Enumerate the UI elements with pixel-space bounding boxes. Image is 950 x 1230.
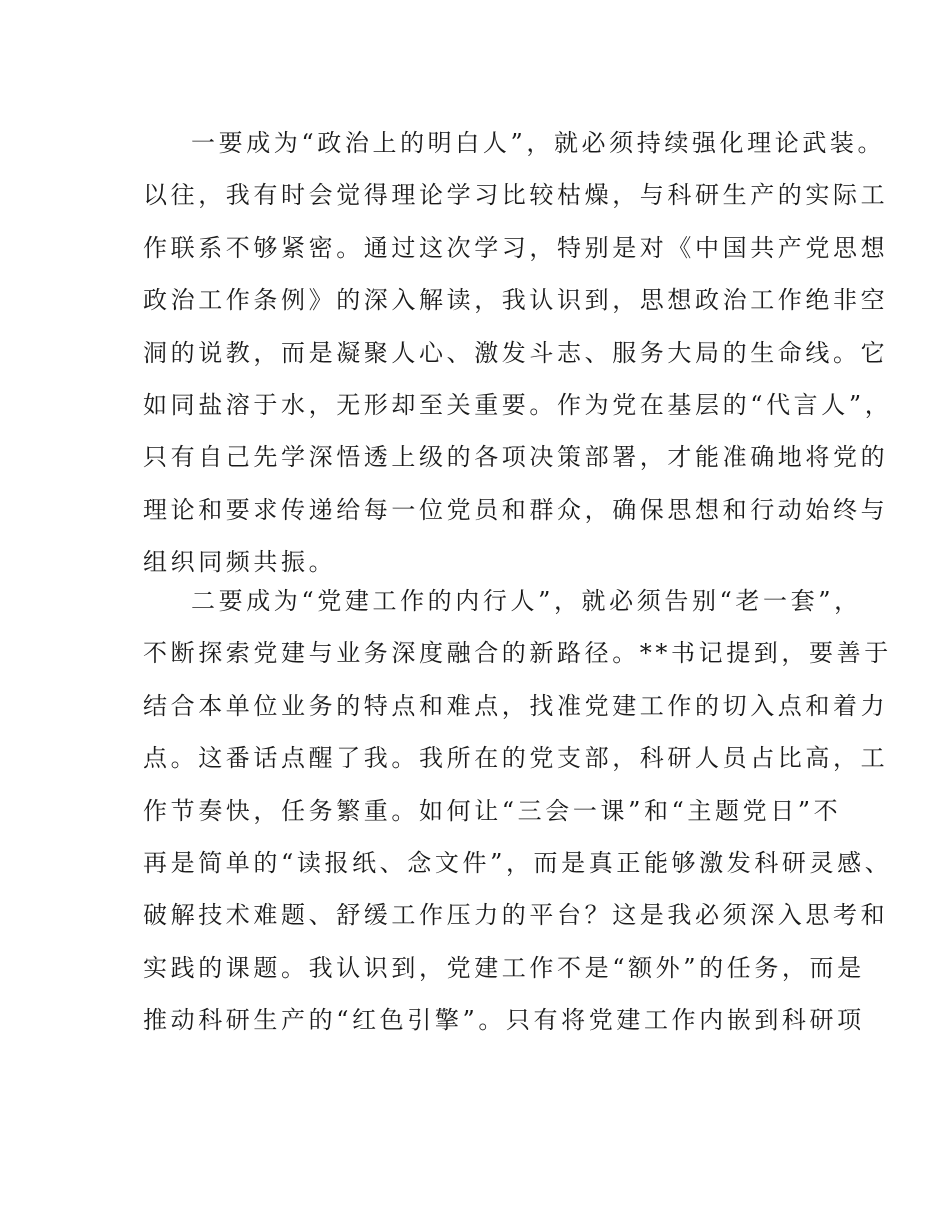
paragraph-line: 政治工作条例》的深入解读，我认识到，思想政治工作绝非空 [143,286,889,315]
paragraph-line: 如同盐溶于水，无形却至关重要。作为党在基层的“代言人”， [143,390,893,419]
paragraph-line: 二要成为“党建工作的内行人”，就必须告别“老一套”， [191,587,862,615]
paragraph-line: 组织同频共振。 [143,548,337,577]
paragraph-line: 点。这番话点醒了我。我所在的党支部，科研人员占比高，工 [143,744,889,773]
paragraph-line: 再是简单的“读报纸、念文件”，而是真正能够激发科研灵感、 [143,848,893,877]
paragraph-line: 实践的课题。我认识到，党建工作不是“额外”的任务，而是 [143,953,865,982]
paragraph-line: 破解技术难题、舒缓工作压力的平台？这是我必须深入思考和 [143,901,889,930]
paragraph-line: 作联系不够紧密。通过这次学习，特别是对《中国共产党思想 [143,233,889,262]
paragraph-line: 作节奏快，任务繁重。如何让“三会一课”和“主题党日”不 [143,796,842,825]
paragraph-political-understanding [143,117,893,589]
paragraph-line: 一要成为“政治上的明白人”，就必须持续强化理论武装。 [191,129,886,157]
paragraph-line: 推动科研生产的“红色引擎”。只有将党建工作内嵌到科研项 [143,1006,865,1035]
paragraph-line: 洞的说教，而是凝聚人心、激发斗志、服务大局的生命线。它 [143,338,889,367]
paragraph-line: 理论和要求传递给每一位党员和群众，确保思想和行动始终与 [143,495,889,524]
paragraph-line: 以往，我有时会觉得理论学习比较枯燥，与科研生产的实际工 [143,181,889,210]
paragraph-line: 不断探索党建与业务深度融合的新路径。**书记提到，要善于 [143,639,892,668]
paragraph-line: 只有自己先学深悟透上级的各项决策部署，才能准确地将党的 [143,443,889,472]
paragraph-party-building-expert [143,575,893,1047]
paragraph-line: 结合本单位业务的特点和难点，找准党建工作的切入点和着力 [143,691,889,720]
